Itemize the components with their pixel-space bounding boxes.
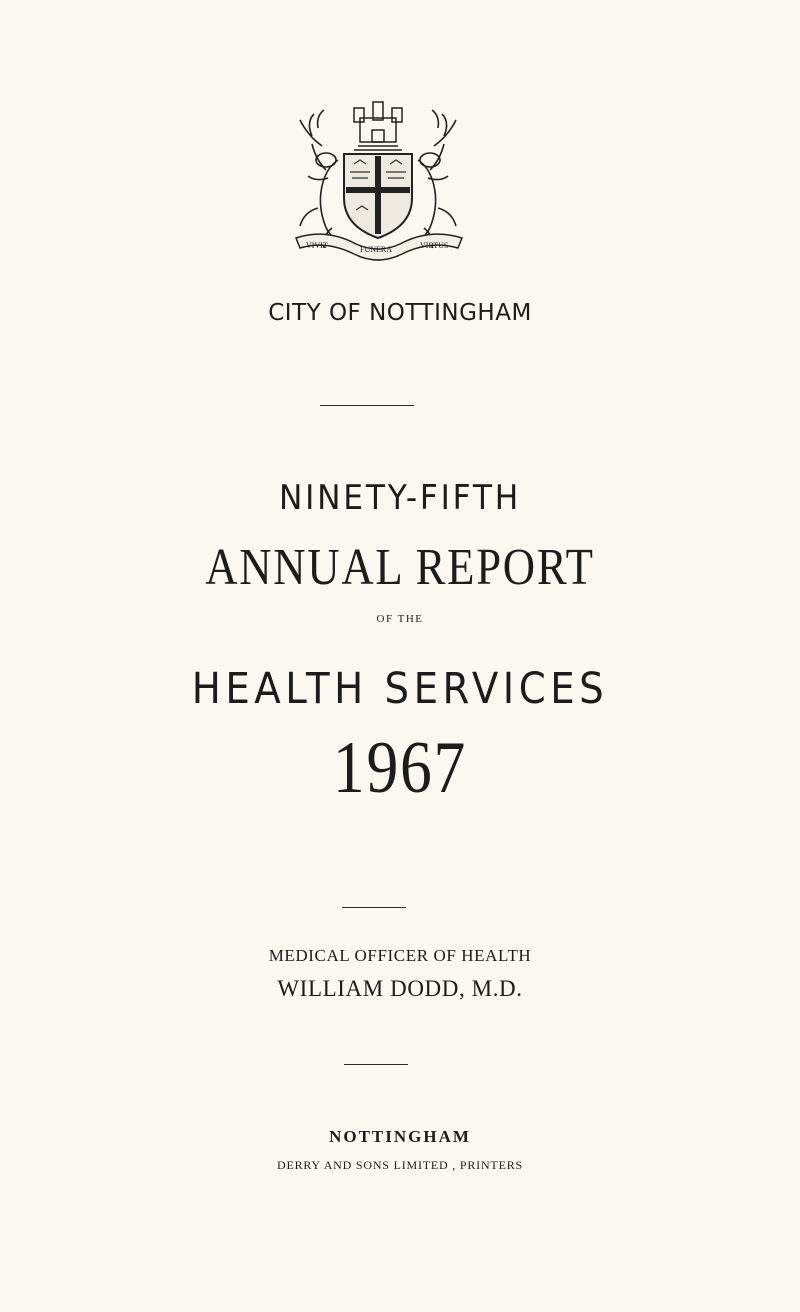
report-subject: HEALTH SERVICES [191,664,609,714]
divider-rule [342,907,406,908]
svg-text:VIVIT: VIVIT [306,241,328,250]
svg-text:FUNERA: FUNERA [360,245,393,254]
officer-role: MEDICAL OFFICER OF HEALTH [268,946,532,965]
report-year: 1967 [332,727,468,809]
report-ordinal: NINETY-FIFTH [279,478,521,518]
city-coat-of-arms-icon [288,98,468,268]
divider-rule [344,1064,408,1065]
report-title: ANNUAL REPORT [205,539,595,596]
city-heading: CITY OF NOTTINGHAM [268,300,532,326]
svg-text:VIRTUS: VIRTUS [420,241,449,250]
imprint-place: NOTTINGHAM [329,1127,471,1146]
imprint-printer: DERRY AND SONS LIMITED , PRINTERS [277,1158,523,1172]
officer-name: WILLIAM DODD, M.D. [277,976,523,1001]
report-connector: OF THE [376,613,424,625]
divider-rule [320,405,414,406]
